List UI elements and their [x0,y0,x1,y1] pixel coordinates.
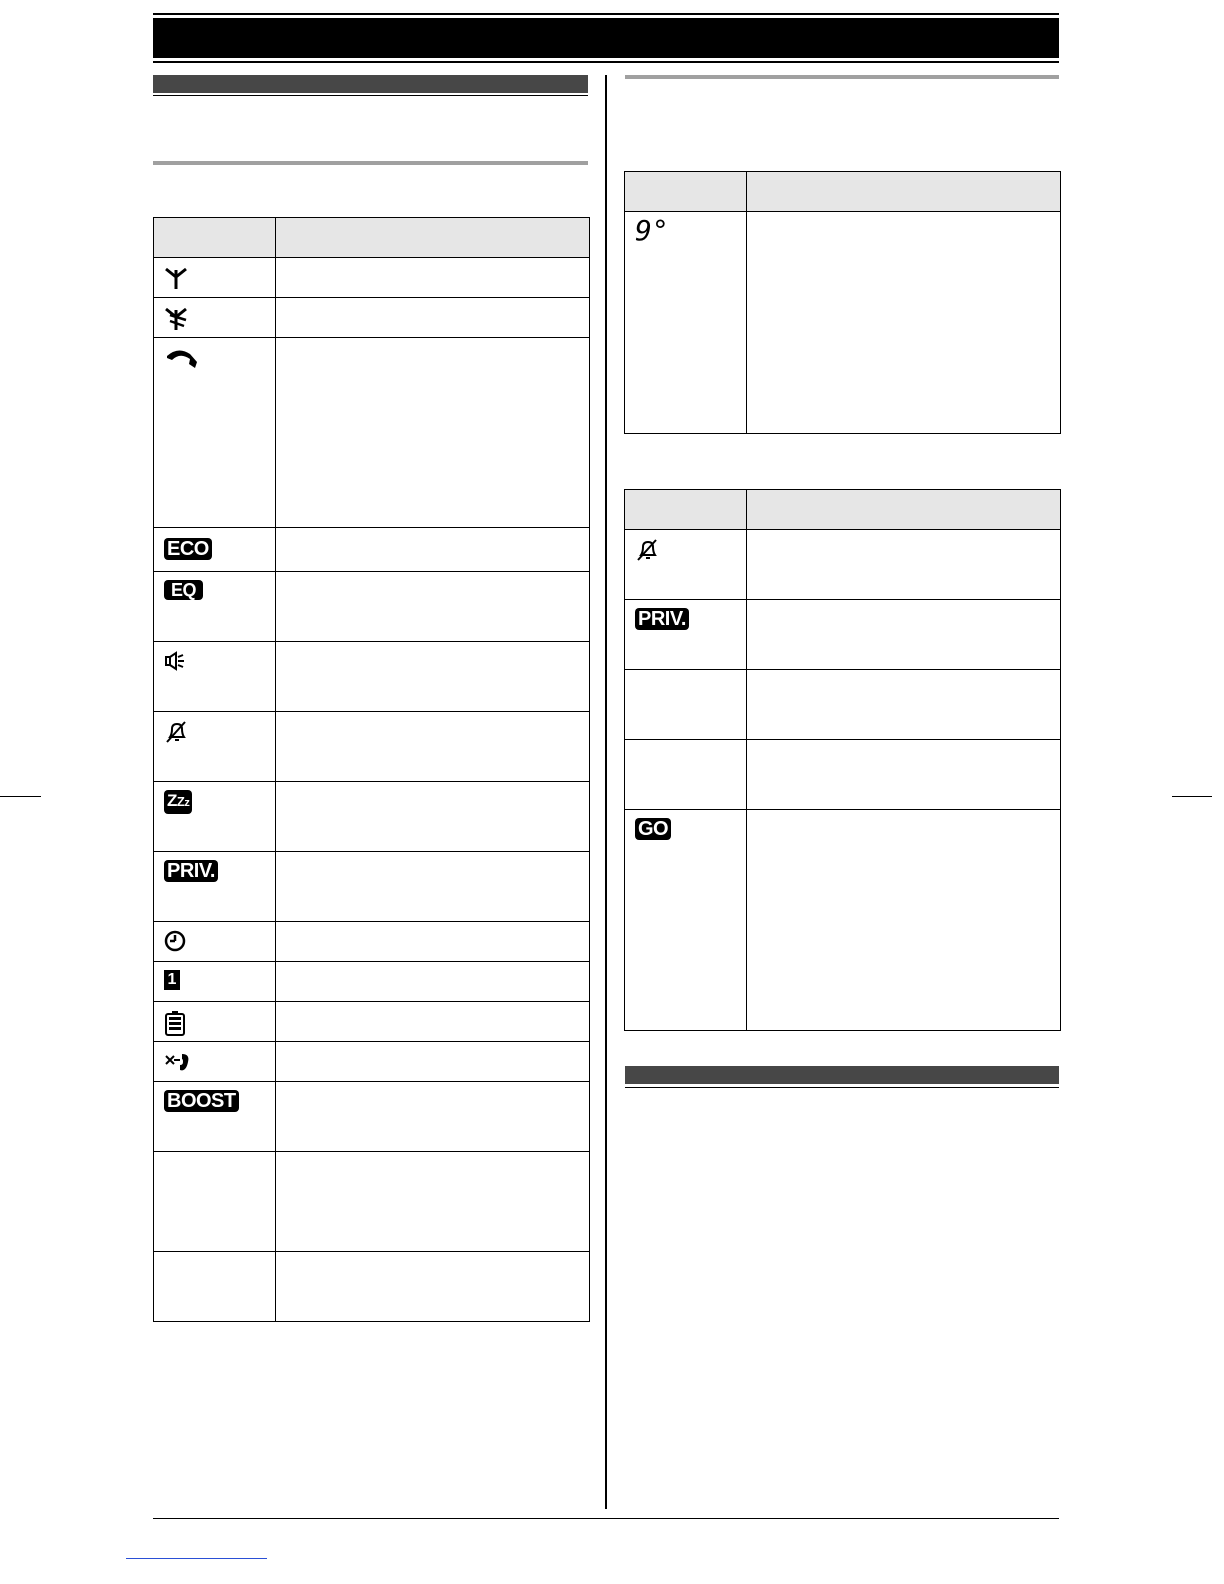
privacy-badge-icon: PRIV. [635,608,689,630]
row-description [276,1252,590,1322]
handset-in-use-icon [164,346,200,375]
header-bottom-rule [153,61,1059,63]
row-description [276,572,590,642]
row-description [276,258,590,298]
table-row [625,212,1061,434]
header-top-rule [153,13,1059,15]
right-icon-table-base [624,171,1061,434]
battery-icon [164,1010,186,1041]
row-description [276,782,590,852]
row-icon-empty [625,740,747,810]
right-section2-heading-bar [625,1066,1059,1084]
table-row [625,810,1061,1031]
go-badge-icon: GO [635,818,671,840]
boost-badge-icon: BOOST [164,1090,239,1112]
antenna-out-of-range-icon [164,306,190,337]
table-row [154,1252,590,1322]
table-row [625,740,1061,810]
row-icon-empty [625,670,747,740]
row-description [747,212,1061,434]
table-row [154,1002,590,1042]
table-row [154,1042,590,1082]
row-description [747,600,1061,670]
column-divider [605,75,607,1509]
left-section-heading-bar [153,75,588,93]
row-description [276,298,590,338]
left-icon-table [153,217,590,1322]
ringer-off-icon [164,720,188,749]
table-row [154,1082,590,1152]
row-description [276,922,590,962]
right-section-bar [625,75,1059,79]
table-row [154,852,590,922]
alarm-clock-icon [164,930,186,957]
right-icon-table-handset [624,489,1061,1031]
table-row [154,338,590,528]
footer-rule [153,1518,1059,1519]
row-description [747,740,1061,810]
right-section2-underline [625,1087,1059,1088]
eq-badge-icon: EQ [164,580,203,600]
row-description [276,712,590,782]
footer-link-underline[interactable] [126,1558,267,1559]
base-unit-display-icon: 9° [635,214,669,247]
row-description [276,1042,590,1082]
row-description [276,852,590,922]
row-description [276,528,590,572]
table-row [154,528,590,572]
table-header-meaning [747,490,1061,530]
table-row [154,258,590,298]
header-bar [153,18,1059,58]
table-row [625,530,1061,600]
row-description [276,962,590,1002]
table-header-icon [154,218,276,258]
row-description [276,338,590,528]
ringer-off-icon [635,538,659,567]
left-section-underline [153,95,588,96]
antenna-icon [164,266,188,295]
table-row [625,670,1061,740]
row-description [747,530,1061,600]
table-row [154,1152,590,1252]
table-row [154,712,590,782]
row-description [747,670,1061,740]
left-subsection-bar [153,161,588,165]
table-row [154,962,590,1002]
table-header-icon [625,490,747,530]
privacy-badge-icon: PRIV. [164,860,218,882]
table-row [154,922,590,962]
blocked-call-icon [164,1050,192,1079]
table-header-meaning [747,172,1061,212]
row-description [276,642,590,712]
table-row [154,298,590,338]
table-row [625,600,1061,670]
speaker-icon [164,650,186,677]
line-number-icon: 1 [164,970,180,990]
table-row [154,572,590,642]
table-header-meaning [276,218,590,258]
table-header-icon [625,172,747,212]
crop-mark-right [1172,796,1212,797]
row-description [276,1152,590,1252]
row-description [747,810,1061,1031]
night-mode-icon: ZZz [164,790,192,814]
eco-badge-icon: ECO [164,538,212,560]
crop-mark-left [0,796,41,797]
row-icon-empty [154,1152,276,1252]
row-description [276,1002,590,1042]
table-row [154,642,590,712]
row-icon-empty [154,1252,276,1322]
row-description [276,1082,590,1152]
table-row [154,782,590,852]
